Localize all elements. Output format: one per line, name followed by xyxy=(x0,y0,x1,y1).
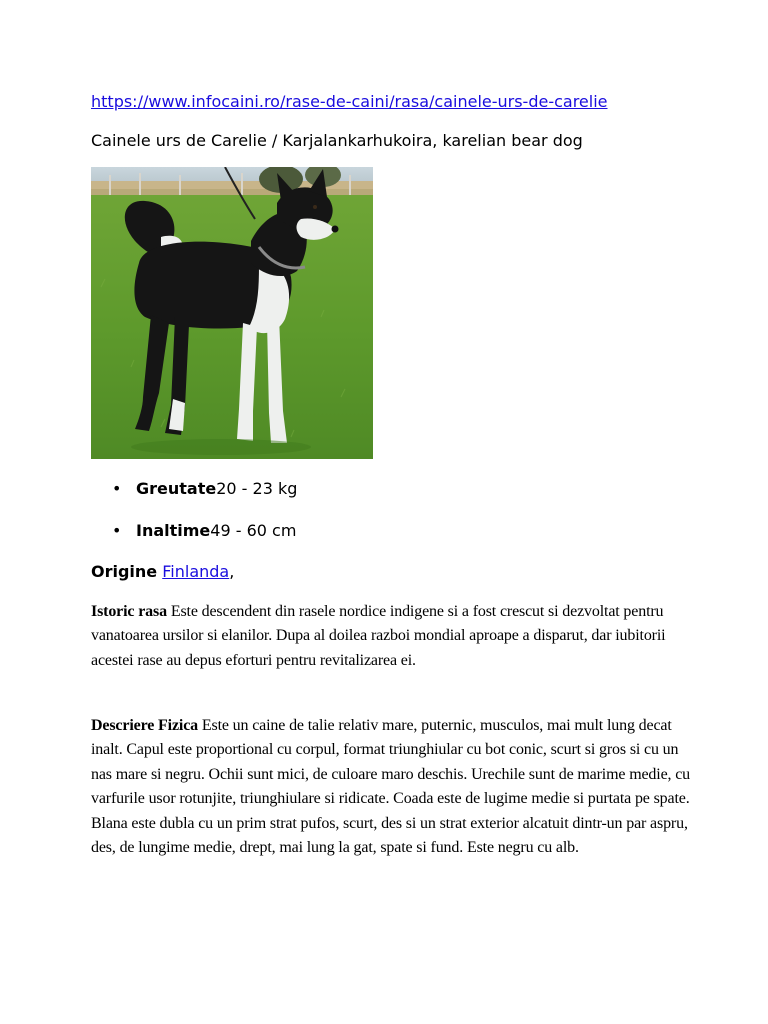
source-url-link[interactable]: https://www.infocaini.ro/rase-de-caini/rasa/cainele-urs-de-carelie xyxy=(91,92,608,111)
description-paragraph xyxy=(91,714,691,860)
history-text: Este descendent din rasele nordice indigene si a fost crescut si dezvoltat pentru vanatoarea ursilor si elanilor. Dupa al doilea razboi mondial aproape a disparut, dar iubitorii acestei rase au depus eforturi pentru revitalizarea ei. xyxy=(91,603,666,669)
origin-line xyxy=(91,562,234,581)
fact-label: Greutate xyxy=(136,479,217,498)
origin-label: Origine xyxy=(91,562,158,581)
dog-photo-icon xyxy=(91,167,373,459)
origin-country-link[interactable]: Finlanda xyxy=(162,562,230,581)
history-label: Istoric rasa xyxy=(91,603,167,620)
breed-facts-list xyxy=(112,479,297,563)
fact-value: 20 - 23 kg xyxy=(216,479,298,498)
history-paragraph xyxy=(91,600,691,673)
fact-weight xyxy=(112,479,297,499)
fact-height xyxy=(112,521,297,541)
description-label: Descriere Fizica xyxy=(91,717,199,734)
fact-label: Inaltime xyxy=(136,521,211,540)
page-title: Cainele urs de Carelie / Karjalankarhukoira, karelian bear dog xyxy=(91,131,583,150)
dog-photo xyxy=(91,167,373,459)
origin-suffix: , xyxy=(229,562,235,581)
bullet-icon: • xyxy=(112,521,122,540)
description-text: Este un caine de talie relativ mare, puternic, musculos, mai mult lung decat inalt. Capul este proportional cu corpul, format triunghiular cu bot conic, scurt si gros si cu un nas mare si negru. Ochii sunt mici, de culoare maro deschis. Urechile sunt de marime medie, cu varfurile usor rotunjite, triunghiulare si ridicate. Coada este de lugime medie si purtata pe spate. Blana este dubla cu un prim strat pufos, scurt, des si un strat exterior alcatuit dintr-un par aspru, des, de lungime medie, drept, mai lung la gat, spate si fund. Este negru cu alb. xyxy=(91,717,691,857)
bullet-icon: • xyxy=(112,479,122,498)
fact-value: 49 - 60 cm xyxy=(210,521,297,540)
